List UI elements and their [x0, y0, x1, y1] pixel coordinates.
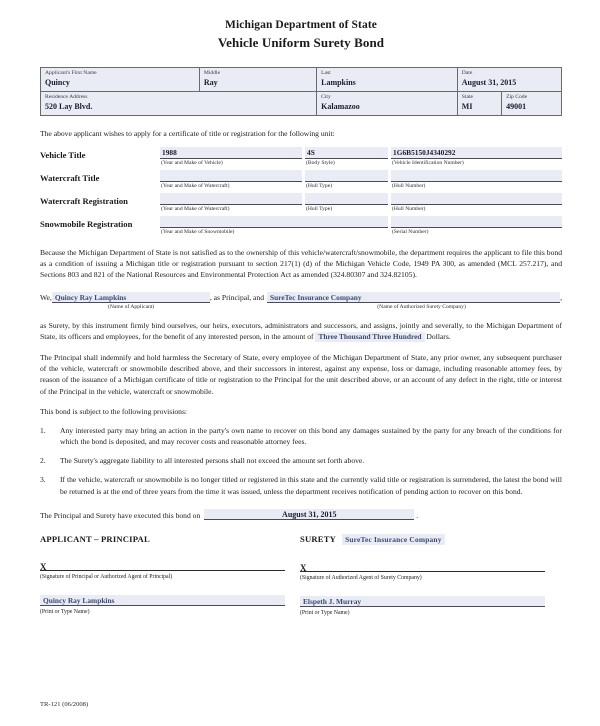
field-value: Ray: [203, 78, 218, 87]
snowmobile-year-make-field[interactable]: [160, 216, 388, 237]
watercraft-reg-hull-type-field[interactable]: [305, 193, 388, 214]
signature-block-principal: [40, 534, 285, 618]
execution-date-field[interactable]: August 31, 2015: [204, 509, 414, 520]
surety-printed-name-field[interactable]: Elspeth J. Murray: [300, 596, 545, 607]
bond-amount-field[interactable]: Three Thousand Three Hundred: [315, 332, 424, 342]
field-middle-name[interactable]: [199, 68, 316, 92]
signature-x-mark: X: [300, 562, 307, 573]
signature-block-surety: [300, 534, 545, 618]
unit-row-watercraft-title: [40, 170, 562, 191]
execution-period: .: [416, 510, 419, 520]
unit-label: Watercraft Title: [40, 173, 100, 183]
residence-info-table: [40, 91, 562, 116]
field-value: [391, 193, 562, 205]
field-label: Date: [461, 70, 473, 76]
field-last-name[interactable]: [317, 68, 458, 92]
field-date[interactable]: [457, 68, 561, 92]
field-value: August 31, 2015: [461, 78, 517, 87]
principal-heading: APPLICANT – PRINCIPAL: [40, 533, 150, 544]
surety-name-caption: (Name of Authorized Surety Company): [377, 303, 466, 310]
paragraph-indemnify: The Principal shall indemnify and hold harmless the Secretary of State, every employee of the Michigan Department of State, any prior owner, any subsequent purchaser of the vehicle, watercraft or snowmobile described above, and their successors in interest, against any expense, loss or damage, including reasonable attorney fees, by reason of the issuance of a Michigan certificate of title or registration to the Principal for the unit described above, or an account of any defect in the right, title or interest of the Principal in the vehicle, watercraft or snowmobile.: [40, 353, 562, 396]
provision-text: Any interested party may bring an action in the party's own name to recover on this bond any damages sustained by the party for any breach of the conditions for which the bond is deposited, and may recover costs and reasonable attorney fees.: [60, 425, 562, 447]
surety-text-before: as Surety, by this instrument firmly bind ourselves, our heirs, executors, administrators and successors, and assigns, jointly and severally, to the Michigan Department of State, its officers and employees, for the benefit of any interested person, in the amount of: [40, 320, 562, 341]
field-caption: (Year and Make of Watercraft): [161, 206, 230, 212]
field-value: 520 Lay Blvd.: [45, 102, 93, 111]
intro-text: The above applicant wishes to apply for a certificate of title or registration for the following unit:: [40, 129, 335, 138]
principal-printed-name-field[interactable]: Quincy Ray Lampkins: [40, 595, 285, 606]
field-value: 49001: [506, 102, 527, 111]
unit-label: Watercraft Registration: [40, 196, 128, 206]
field-value: 1988: [160, 147, 302, 159]
surety-name-field[interactable]: SureTec Insurance Company: [267, 292, 560, 303]
principal-name-caption: (Name of Applicant): [108, 303, 155, 310]
field-value: 1G6B5150J4340292: [391, 147, 562, 159]
principal-signature-caption: (Signature of Principal or Authorized Agent of Principal): [40, 573, 173, 580]
field-caption: (Hull Number): [392, 183, 426, 189]
snowmobile-serial-number-field[interactable]: [391, 216, 562, 237]
provision-text: If the vehicle, watercraft or snowmobile is no longer titled or registered in this state and the currently valid title or registration is surrendered, the latest the bond will be returned is at the end of three years from the time it was issued, unless the department receives notification of pending action to recover on this bond.: [60, 475, 562, 496]
field-caption: (Year and Make of Snowmobile): [161, 229, 235, 235]
field-label: Middle: [203, 70, 221, 76]
field-caption: (Year and Make of Watercraft): [161, 183, 230, 189]
paragraph-because: Because the Michigan Department of State is not satisfied as to the ownership of this vehicle/watercraft/snowmobile, the department requires the applicant to file this bond as a condition of issuing a Michigan title or registration pursuant to section 217(1) (d) of the Michigan Vehicle Code, 1949 PA 300, as amended (MCL 257.217), and Sections 803 and 821 of the National Resources and Environmental Protection Act as amended (324.80307 and 324.82105).: [40, 248, 562, 280]
field-first-name[interactable]: [41, 68, 200, 92]
field-value: Lampkins: [321, 78, 356, 87]
field-caption: (Serial Number): [392, 229, 429, 235]
trailing-comma: ,: [560, 292, 562, 302]
principal-signature-line[interactable]: [40, 557, 285, 571]
watercraft-reg-year-make-field[interactable]: [160, 193, 302, 214]
unit-row-vehicle-title: [40, 147, 562, 168]
as-principal-text: , as Principal, and: [209, 292, 265, 302]
unit-label: Snowmobile Registration: [40, 219, 133, 229]
surety-signature-line[interactable]: [300, 558, 545, 572]
provisions-section: [40, 406, 562, 497]
field-city[interactable]: [317, 92, 458, 116]
surety-text-after: Dollars.: [426, 331, 451, 341]
principal-print-caption: (Print or Type Name): [40, 608, 90, 615]
field-value: Kalamazoo: [321, 102, 360, 111]
watercraft-title-year-make-field[interactable]: [160, 170, 302, 191]
field-label: Applicant's First Name: [45, 70, 97, 76]
field-label: Zip Code: [506, 94, 528, 100]
surety-signature-caption: (Signature of Authorized Agent of Surety Company): [300, 574, 422, 581]
field-value: [305, 170, 388, 182]
document-title: [40, 18, 562, 52]
provision-number: 2.: [40, 456, 46, 466]
field-value: [160, 170, 302, 182]
surety-heading: SURETY: [300, 533, 337, 544]
provision-item-1: [40, 425, 562, 447]
field-state[interactable]: [457, 92, 501, 116]
field-caption: (Year and Make of Vehicle): [161, 160, 223, 166]
field-value: [391, 216, 562, 228]
field-label: Last: [321, 70, 331, 76]
field-caption: (Hull Type): [306, 206, 333, 212]
form-number-footer: TR-121 (06/2008): [40, 701, 89, 708]
unit-section: [40, 147, 562, 237]
unit-row-snowmobile-registration: [40, 216, 562, 237]
we-lead-text: We,: [40, 292, 52, 302]
provision-item-2: [40, 455, 562, 466]
watercraft-title-hull-type-field[interactable]: [305, 170, 388, 191]
unit-label: Vehicle Title: [40, 150, 86, 160]
field-caption: (Hull Number): [392, 206, 426, 212]
field-label: Residence Address: [45, 94, 88, 100]
provision-text: The Surety's aggregate liability to all interested persons shall not exceed the amount set forth above.: [60, 456, 365, 466]
paragraph-surety-amount: [40, 320, 562, 342]
field-caption: (Body Style): [306, 160, 335, 166]
principal-name-field[interactable]: Quincy Ray Lampkins: [52, 292, 210, 303]
field-value: Quincy: [45, 78, 70, 87]
principal-surety-line: [40, 292, 562, 311]
vehicle-body-style-field[interactable]: [305, 147, 388, 168]
form-title: Vehicle Uniform Surety Bond: [217, 35, 385, 50]
surety-print-caption: (Print or Type Name): [300, 609, 350, 616]
field-residence-address[interactable]: [41, 92, 317, 116]
field-value: [305, 193, 388, 205]
field-value: 4S: [305, 147, 388, 159]
field-value: MI: [461, 102, 473, 111]
field-value: [391, 170, 562, 182]
provisions-intro: This bond is subject to the following provisions:: [40, 406, 188, 416]
applicant-info-table: [40, 67, 562, 92]
field-label: State: [461, 94, 473, 100]
field-zip-code[interactable]: [502, 92, 562, 116]
execution-line: [40, 509, 562, 520]
provision-item-3: [40, 474, 562, 496]
provision-number: 3.: [40, 475, 46, 485]
provision-number: 1.: [40, 425, 46, 435]
signature-section: [40, 534, 562, 618]
unit-row-watercraft-registration: [40, 193, 562, 214]
watercraft-title-hull-number-field[interactable]: [391, 170, 562, 191]
field-caption: (Vehicle Identification Number): [392, 160, 464, 166]
table-row: [41, 68, 562, 92]
vehicle-vin-field[interactable]: [391, 147, 562, 168]
field-value: [160, 193, 302, 205]
field-caption: (Hull Type): [306, 183, 333, 189]
field-value: [160, 216, 388, 228]
field-label: City: [321, 94, 331, 100]
watercraft-reg-hull-number-field[interactable]: [391, 193, 562, 214]
signature-x-mark: X: [40, 561, 47, 572]
agency-name: Michigan Department of State: [225, 19, 377, 31]
vehicle-year-make-field[interactable]: [160, 147, 302, 168]
execution-label: The Principal and Surety have executed this bond on: [40, 510, 201, 520]
table-row: [41, 92, 562, 116]
surety-company-name[interactable]: SureTec Insurance Company: [342, 534, 445, 545]
